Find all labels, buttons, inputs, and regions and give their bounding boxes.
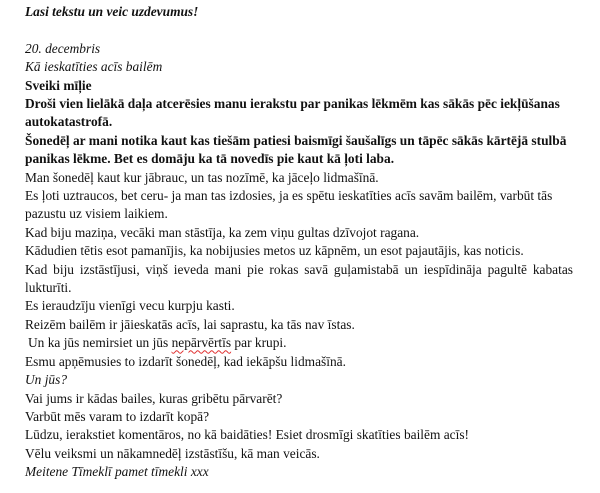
- greeting: Sveiki mīļie: [25, 77, 92, 93]
- paragraph: Vai jums ir kādas bailes, kuras gribētu pārvarēt?: [25, 390, 283, 406]
- document-body: [25, 3, 573, 482]
- paragraph: Reizēm bailēm ir jāieskatās acīs, lai saprastu, ka tās nav īstas.: [25, 316, 355, 332]
- paragraph: Esmu apņēmusies to izdarīt šonedēļ, kad iekāpšu lidmašīnā.: [25, 353, 346, 369]
- blank-line: [25, 21, 573, 39]
- instruction-heading: Lasi tekstu un veic uzdevumus!: [25, 4, 199, 19]
- question-line: Un jūs?: [25, 372, 68, 388]
- paragraph: Kādudien tētis esot pamanījis, ka nobijusies metos uz kāpnēm, un esot pajautājis, kas noticis.: [25, 243, 524, 259]
- paragraph: Kad biju izstāstījusi, viņš ieveda mani pie rokas savā guļamistabā un iespīdināja pagultē kabatas lukturīti.: [25, 261, 573, 296]
- paragraph: Vēlu veiksmi un nākamnedēļ izstāstīšu, kā man veicās.: [25, 445, 320, 461]
- bold-paragraph: Droši vien lielākā daļa atcerēsies manu ierakstu par panikas lēkmēm kas sākās pēc iekļūšanas autokatastrofā.: [25, 96, 560, 130]
- paragraph: Es ļoti uztraucos, bet ceru- ja man tas izdosies, ja es spētu ieskatīties acīs savām bailēm, varbūt tās pazustu uz visiem laikiem.: [25, 188, 553, 222]
- post-title: Kā ieskatīties acīs bailēm: [25, 59, 163, 75]
- misspelled-word[interactable]: nepārvērtīs: [171, 335, 232, 351]
- paragraph: Lūdzu, ierakstiet komentāros, no kā baidāties! Esiet drosmīgi skatīties bailēm acīs!: [25, 427, 470, 443]
- text-segment: Un ka jūs nemirsiet un jūs: [28, 335, 172, 351]
- paragraph-with-spellcheck: [25, 334, 573, 352]
- text-segment: par krupi.: [231, 335, 287, 351]
- paragraph: Es ieraudzīju vienīgi vecu kurpju kasti.: [25, 298, 235, 314]
- bold-paragraph: Šonedēļ ar mani notika kaut kas tiešām patiesi baismīgi šaušalīgs un tāpēc sākās kārtējā stulbā panikas lēkme. Bet es domāju ka tā novedīs pie kaut kā ļoti laba.: [25, 132, 567, 167]
- post-date: 20. decembris: [25, 40, 101, 56]
- paragraph: Varbūt mēs varam to izdarīt kopā?: [25, 408, 210, 424]
- signature: Meitene Tīmeklī pamet tīmekli xxx: [25, 464, 209, 480]
- paragraph: Man šonedēļ kaut kur jābrauc, un tas nozīmē, ka jāceļo lidmašīnā.: [25, 169, 379, 185]
- paragraph: Kad biju maziņa, vecāki man stāstīja, ka zem viņu gultas dzīvojot ragana.: [25, 224, 420, 240]
